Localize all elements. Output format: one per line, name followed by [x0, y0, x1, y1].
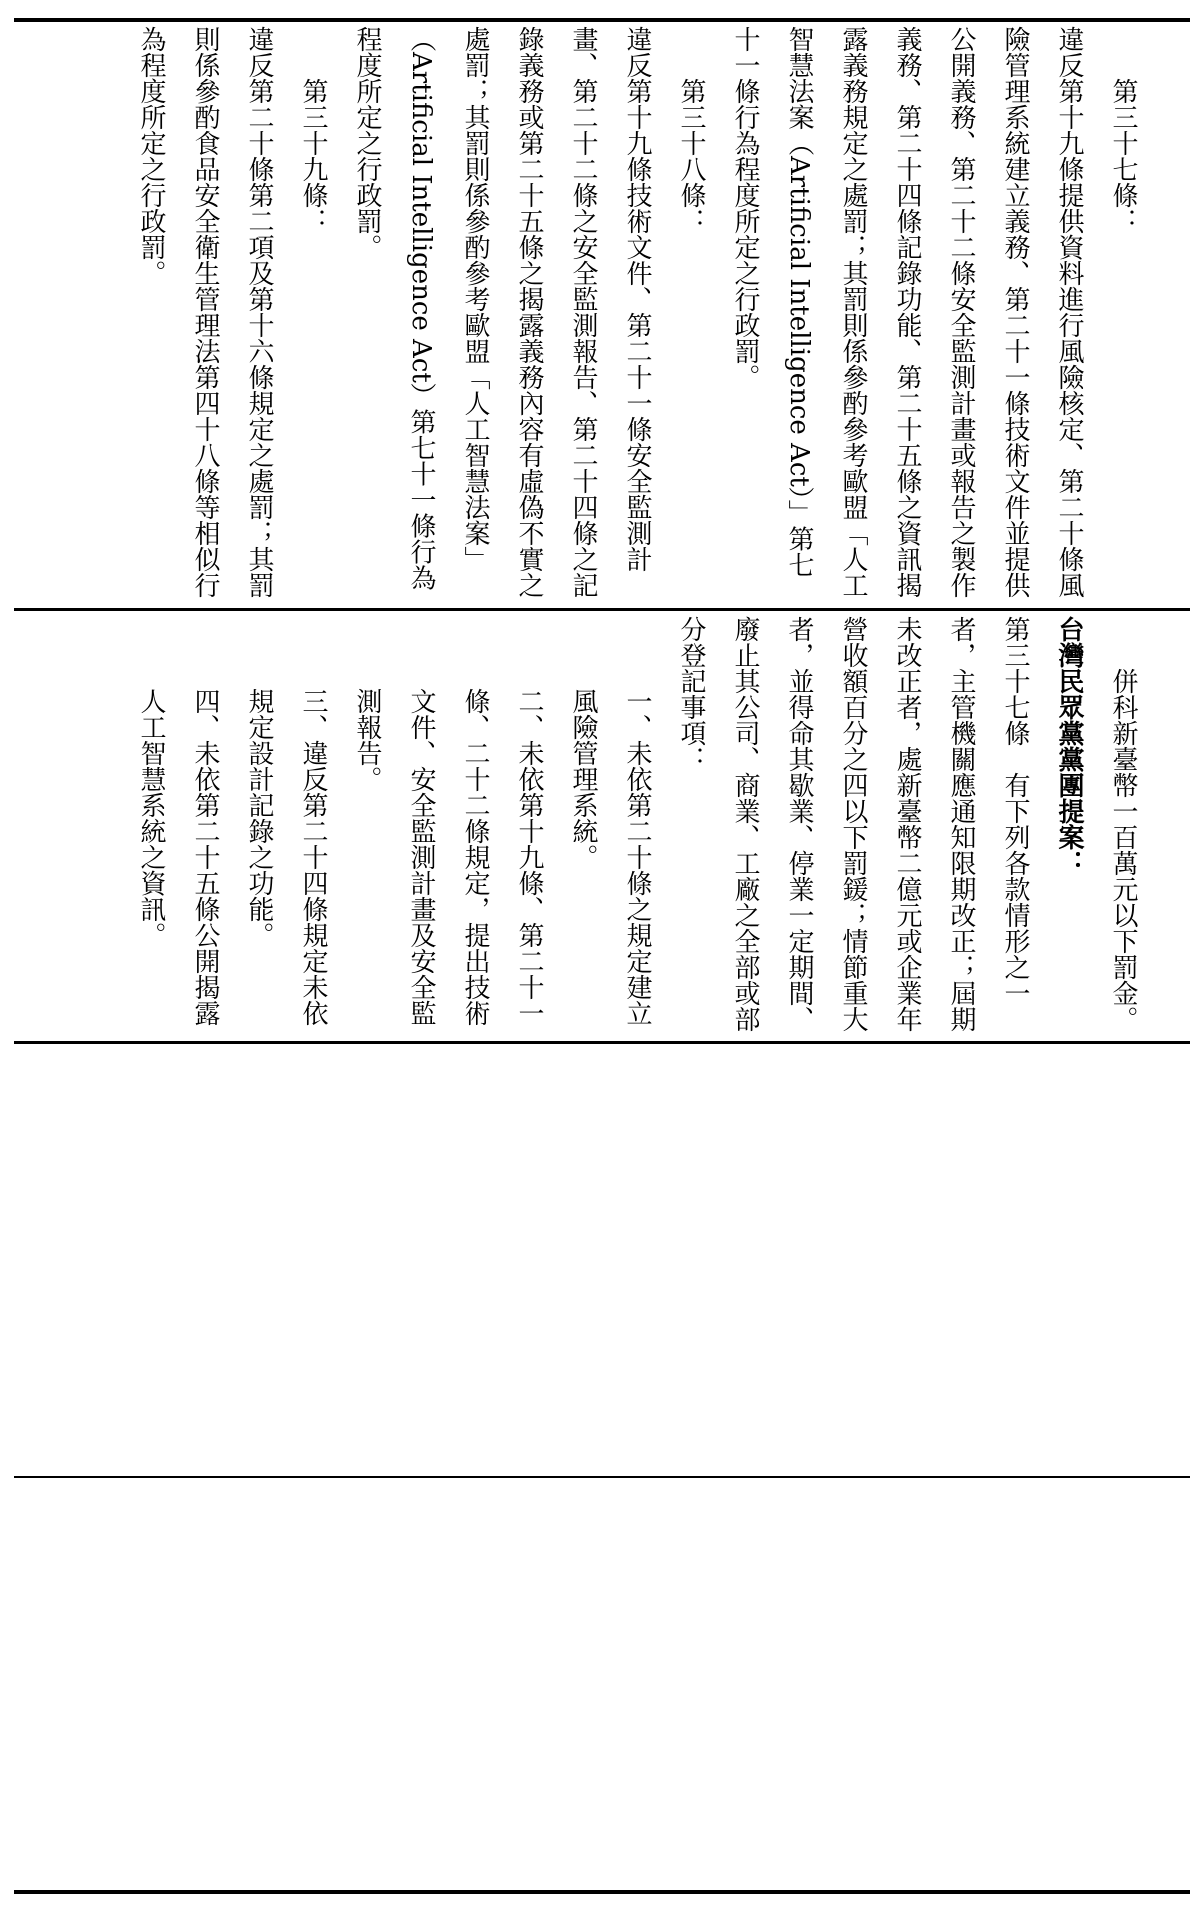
article-39-heading: 第三十九條：: [298, 78, 328, 234]
row-divider: [14, 1476, 1190, 1478]
item-2: 二、未依第十九條、第二十一條、二十二條規定，提出技術文件、安全監測計畫及安全監測報告。: [352, 688, 544, 1026]
item-4: 四、未依第二十五條公開揭露人工智慧系統之資訊。: [136, 688, 220, 1026]
article-37-provision: 第三十七條 有下列各款情形之一者，主管機關應通知限期改正；屆期未改正者，處新臺幣二億元或企業年營收額百分之四以下罰鍰；情節重大者，並得命其歇業、停業一定期間、廢止其公司、商業、工廠之全部或部分登記事項：: [676, 616, 1030, 1032]
bottom-rule: [14, 1890, 1190, 1894]
item-3: 三、違反第二十四條規定未依規定設計記錄之功能。: [244, 688, 328, 1026]
explanation-cell: [14, 26, 1150, 602]
article-38-explanation: 違反第十九條技術文件、第二十一條安全監測計畫、第二十二條之安全監測報告、第二十四條之記錄義務或第二十五條之揭露義務內容有虛偽不實之處罰；其罰則係參酌參考歐盟「人工智慧法案」（Artificial Intelligence Act）第七十一條行為程度所定之行政罰。: [352, 26, 652, 598]
provision-cell: [14, 616, 1150, 1036]
row-divider: [14, 608, 1190, 611]
article-39-explanation: 違反第二十條第二項及第十六條規定之處罰；其罰則係參酌食品安全衛生管理法第四十八條等相似行為程度所定之行政罰。: [136, 26, 274, 598]
article-37-heading: 第三十七條：: [1108, 78, 1138, 234]
item-1: 一、未依第二十條之規定建立風險管理系統。: [568, 688, 652, 1026]
row-divider: [14, 1041, 1190, 1044]
party-proposal-title: 台灣民眾黨黨團提案：: [1054, 616, 1084, 876]
empty-cell: [14, 1050, 1150, 1470]
top-rule: [14, 18, 1190, 22]
article-37-explanation: 違反第十九條提供資料進行風險核定、第二十條風險管理系統建立義務、第二十一條技術文件並提供公開義務、第二十二條安全監測計畫或報告之製作義務、第二十四條記錄功能、第二十五條之資訊揭露義務規定之處罰；其罰則係參酌參考歐盟「人工智慧法案（Artificial Intelligence Act）」第七十一條行為程度所定之行政罰。: [730, 26, 1084, 598]
empty-cell: [14, 1484, 1150, 1884]
article-38-heading: 第三十八條：: [676, 78, 706, 234]
continued-text: 併科新臺幣一百萬元以下罰金。: [1108, 668, 1138, 1032]
